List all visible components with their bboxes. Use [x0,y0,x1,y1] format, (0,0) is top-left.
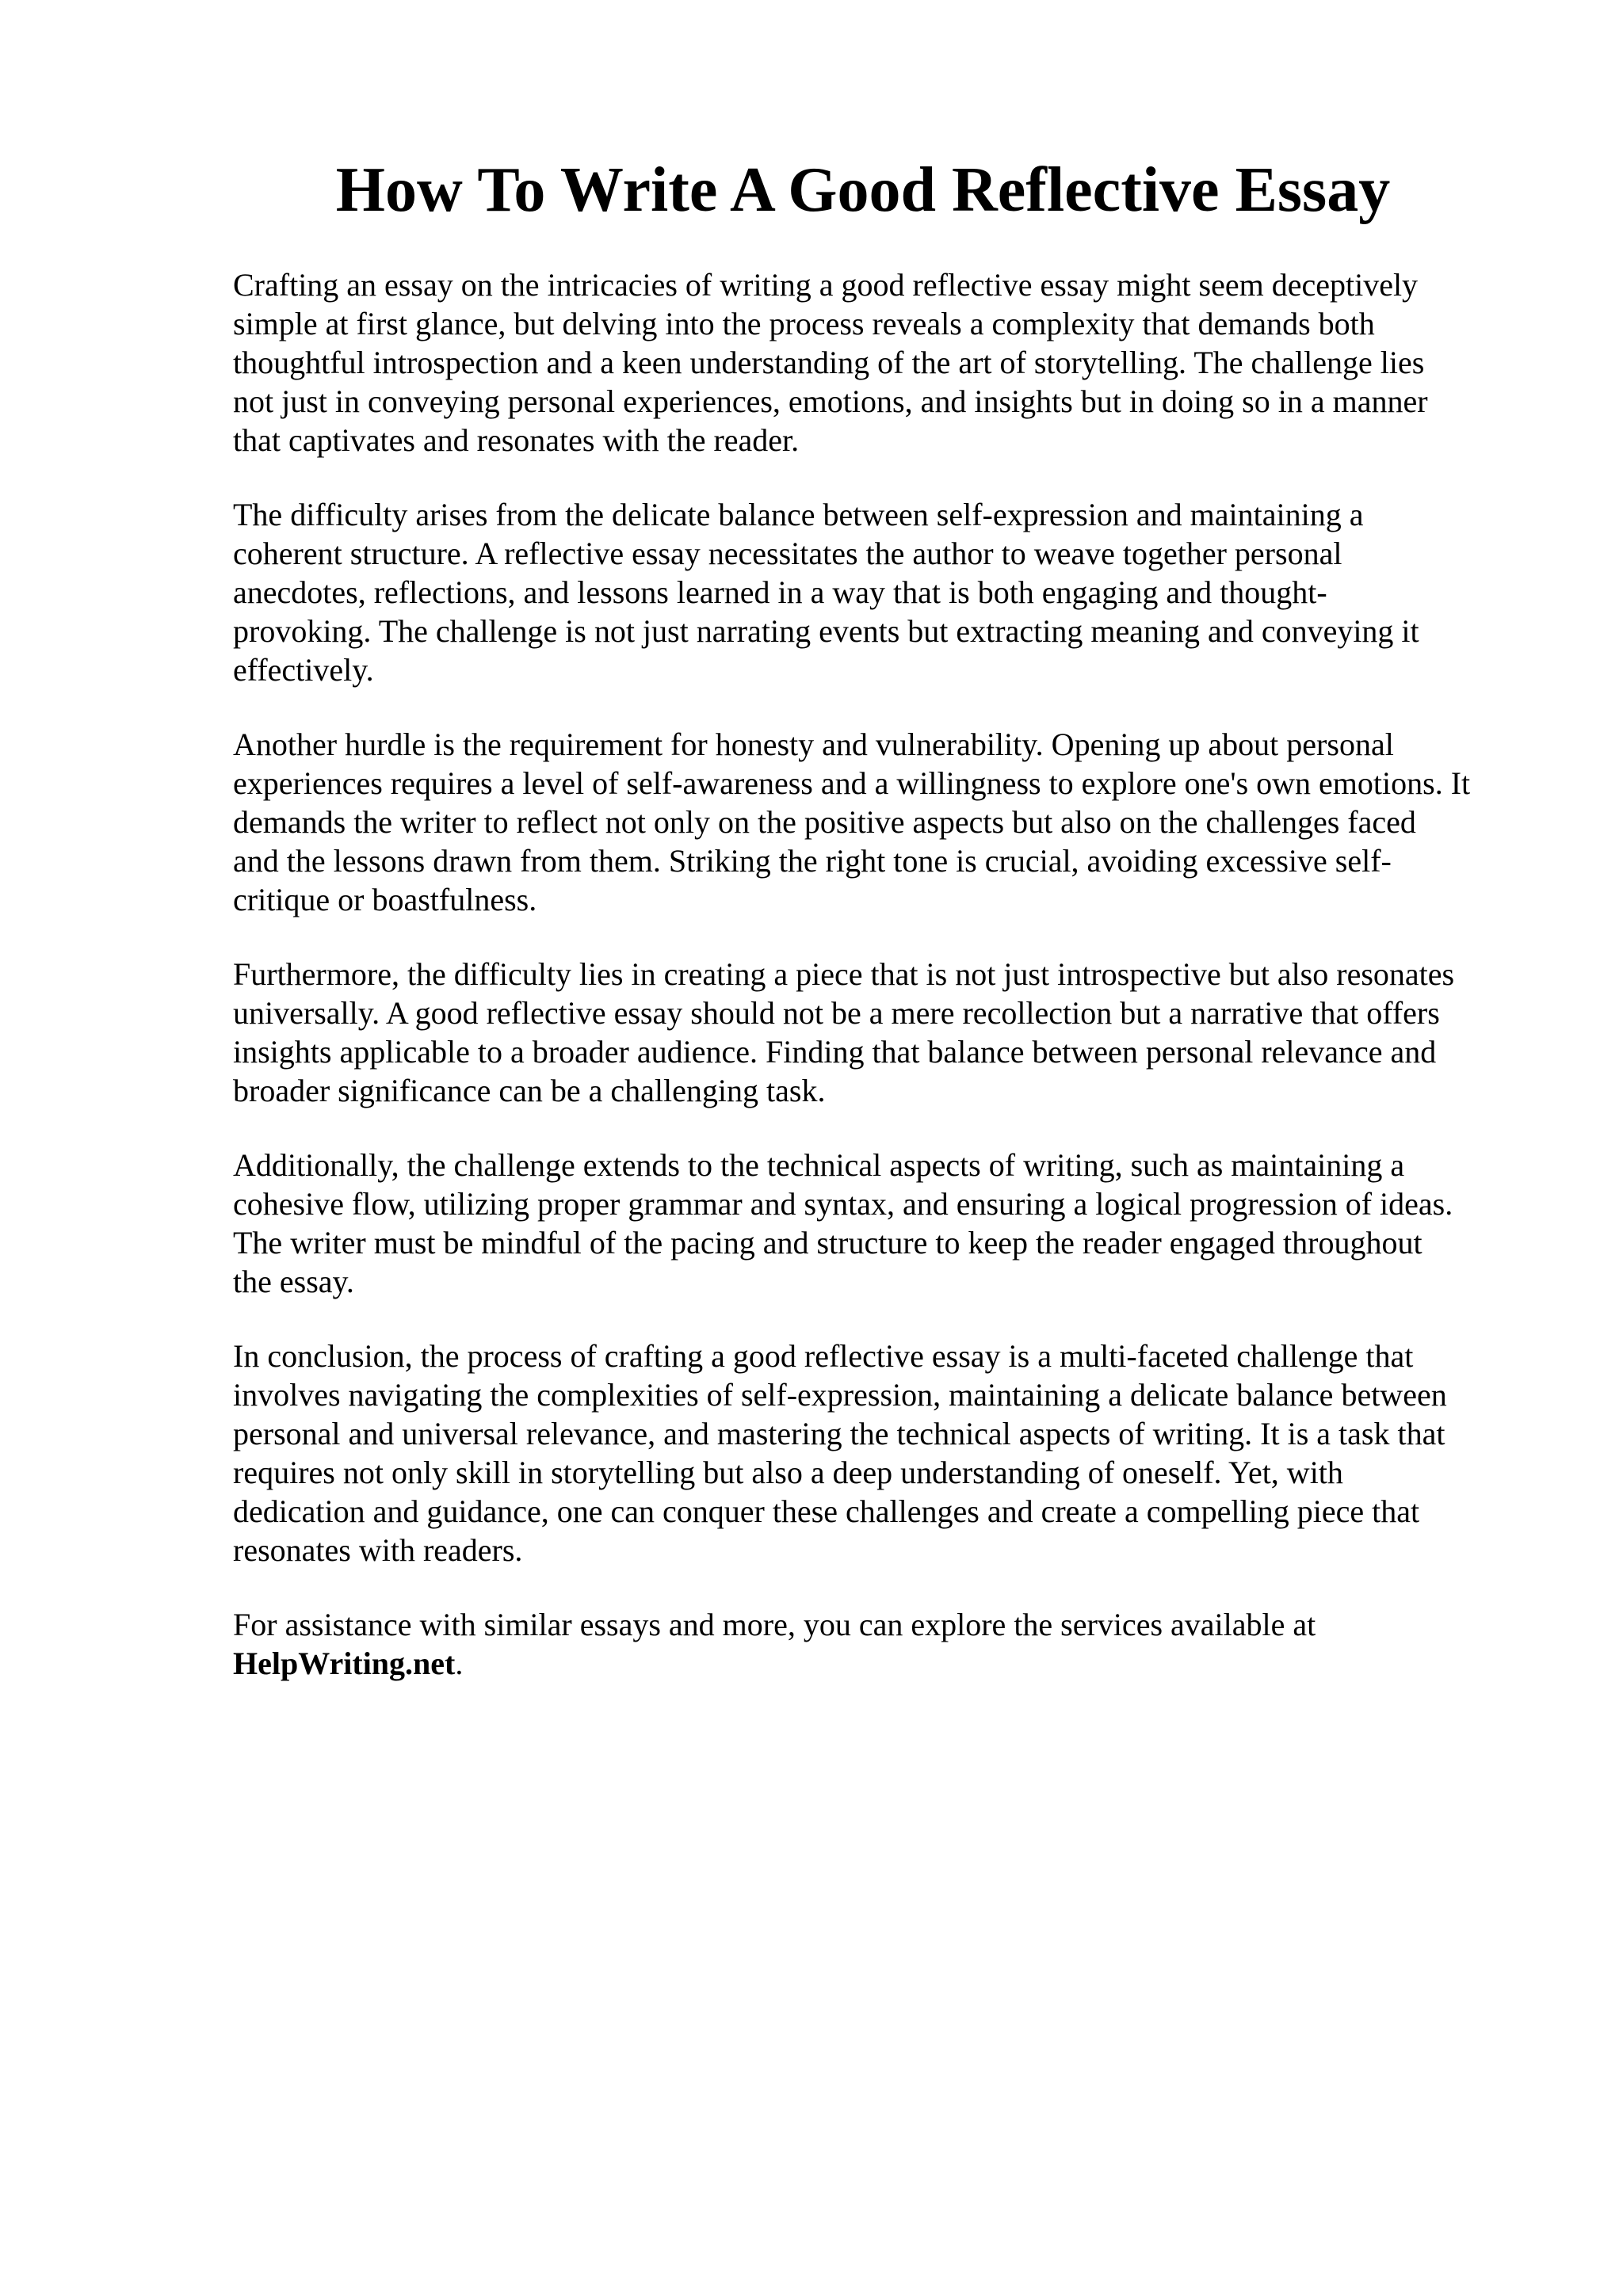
paragraph-line: universally. A good reflective essay should not be a mere recollection but a narrative that offers [233,995,1440,1031]
page-title: How To Write A Good Reflective Essay [335,155,1391,225]
paragraph-line: provoking. The challenge is not just narrating events but extracting meaning and conveying it [233,613,1419,649]
paragraph-line: anecdotes, reflections, and lessons learned in a way that is both engaging and thought- [233,574,1327,610]
paragraph-line: the essay. [233,1264,354,1299]
paragraph-line: coherent structure. A reflective essay necessitates the author to weave together personal [233,536,1342,571]
paragraph-line: requires not only skill in storytelling but also a deep understanding of oneself. Yet, with [233,1455,1343,1490]
paragraph-line: not just in conveying personal experiences, emotions, and insights but in doing so in a manner [233,383,1428,419]
paragraph-line: and the lessons drawn from them. Striking the right tone is crucial, avoiding excessive self- [233,843,1392,879]
paragraph-1 [233,265,1533,460]
paragraph-6 [233,1337,1533,1569]
paragraph-line: Crafting an essay on the intricacies of writing a good reflective essay might seem deceptively [233,267,1419,303]
paragraph-line: demands the writer to reflect not only on the positive aspects but also on the challenges faced [233,804,1416,840]
paragraph-line: broader significance can be a challenging task. [233,1073,826,1108]
paragraph-line: dedication and guidance, one can conquer these challenges and create a compelling piece that [233,1493,1420,1529]
paragraph-line: Another hurdle is the requirement for honesty and vulnerability. Opening up about personal [233,727,1394,762]
paragraph-line: personal and universal relevance, and mastering the technical aspects of writing. It is a task that [233,1416,1445,1451]
paragraph-line: cohesive flow, utilizing proper grammar and syntax, and ensuring a logical progression of ideas. [233,1186,1453,1222]
paragraph-line: In conclusion, the process of crafting a good reflective essay is a multi-faceted challenge that [233,1338,1414,1374]
paragraph-2 [233,495,1533,689]
paragraph-line: involves navigating the complexities of self-expression, maintaining a delicate balance between [233,1377,1447,1413]
paragraph-line: The difficulty arises from the delicate balance between self-expression and maintaining a [233,497,1364,532]
paragraph-line: critique or boastfulness. [233,882,537,917]
footer-period: . [455,1646,464,1681]
paragraph-line: simple at first glance, but delving into the process reveals a complexity that demands both [233,306,1375,341]
paragraph-5 [233,1146,1533,1301]
paragraph-line: effectively. [233,652,374,688]
essay-body [233,265,1533,1718]
paragraph-line: Furthermore, the difficulty lies in creating a piece that is not just introspective but also resonates [233,956,1455,992]
paragraph-line: resonates with readers. [233,1532,523,1568]
paragraph-line: that captivates and resonates with the reader. [233,422,800,458]
helpwriting-link[interactable]: HelpWriting.net [233,1646,456,1681]
paragraph-line: thoughtful introspection and a keen understanding of the art of storytelling. The challenge lies [233,345,1425,380]
paragraph-line: The writer must be mindful of the pacing and structure to keep the reader engaged throughout [233,1225,1423,1261]
footer-paragraph [233,1605,1533,1683]
paragraph-line: insights applicable to a broader audience. Finding that balance between personal relevance and [233,1034,1437,1070]
footer-link-line [233,1644,1533,1683]
paragraph-3 [233,725,1533,919]
paragraph-line: experiences requires a level of self-awareness and a willingness to explore one's own emotions. It [233,765,1471,801]
paragraph-line: Additionally, the challenge extends to the technical aspects of writing, such as maintaining a [233,1147,1405,1183]
paragraph-4 [233,955,1533,1110]
footer-line: For assistance with similar essays and more, you can explore the services available at [233,1607,1316,1642]
